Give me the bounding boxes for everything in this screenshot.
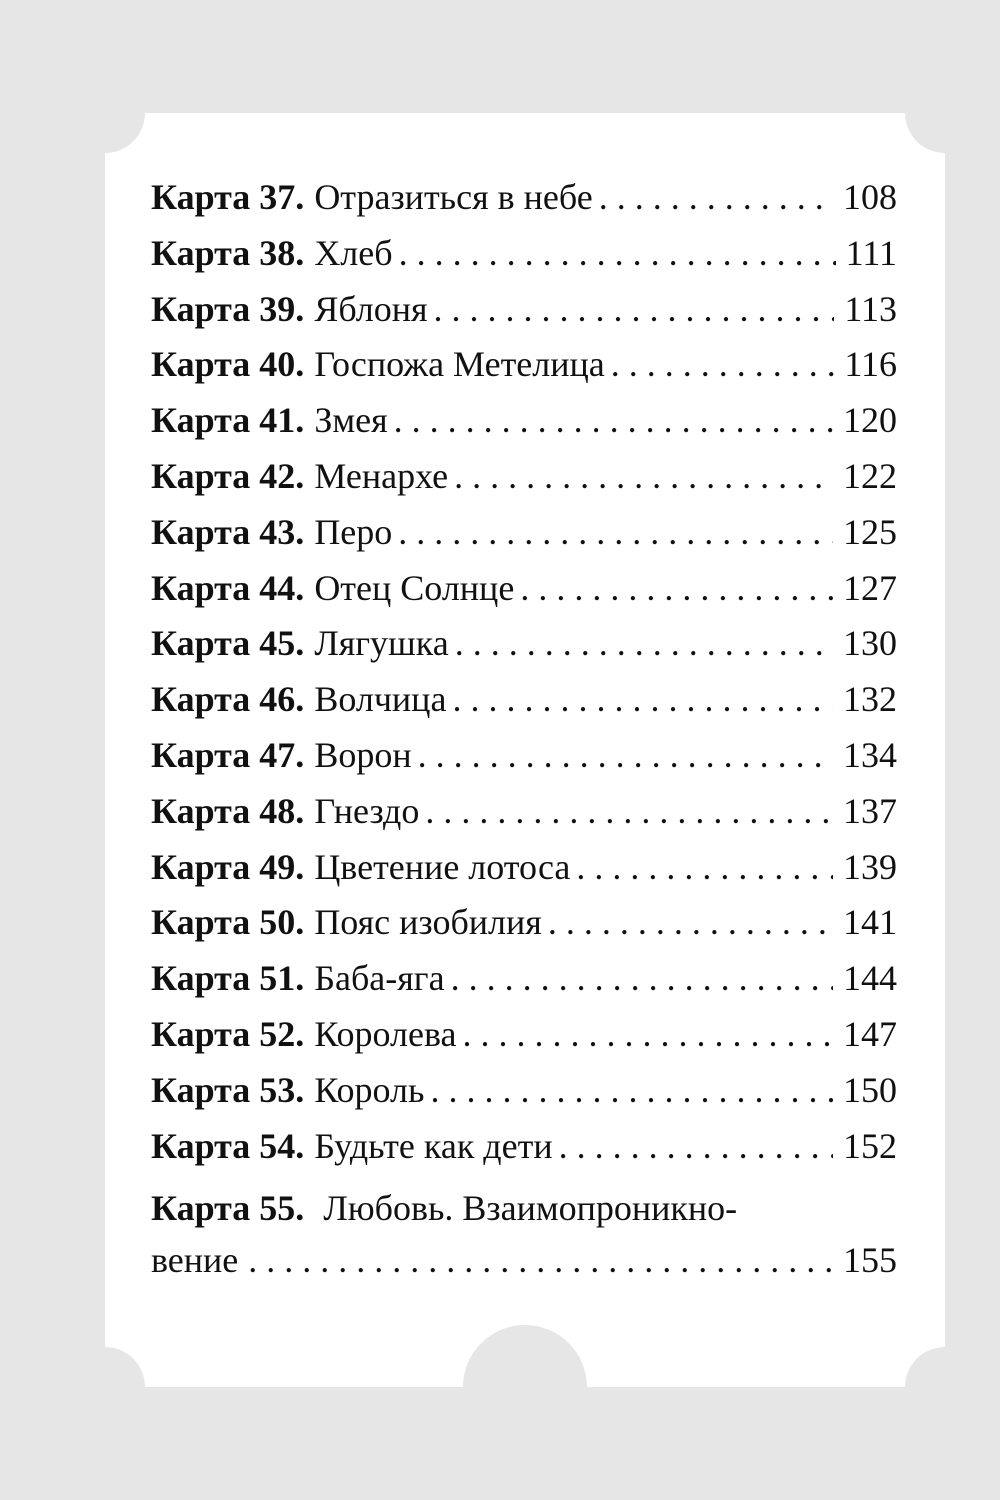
toc-entry[interactable] — [151, 1007, 897, 1063]
dot-leader — [434, 282, 835, 338]
toc-entry-title: Цветение лотоса — [314, 846, 571, 887]
toc-entry-label: Карта 37. — [151, 177, 305, 217]
toc-entry-line1 — [151, 1182, 897, 1234]
toc-entry[interactable] — [151, 840, 897, 896]
toc-entry-page: 147 — [843, 1013, 897, 1054]
toc-entry-title: Пояс изобилия — [314, 902, 542, 943]
toc-entry-title: Любовь. Взаимопроникно- — [323, 1188, 738, 1229]
dot-leader — [430, 1063, 833, 1119]
toc-entry-page: 111 — [845, 232, 897, 273]
toc-entry-title: Яблоня — [314, 288, 428, 329]
toc-entry-page: 113 — [844, 288, 897, 329]
toc-entry-label: Карта 52. — [151, 1013, 305, 1054]
dot-leader — [599, 170, 833, 226]
toc-entry-page: 116 — [844, 344, 897, 385]
toc-entry-title: Волчица — [314, 679, 447, 720]
toc-entry-label: Карта 40. — [151, 344, 305, 385]
toc-entry-title: Хлеб — [314, 232, 393, 273]
dot-leader — [463, 1007, 833, 1063]
dot-leader — [548, 895, 833, 951]
table-of-contents — [151, 170, 897, 1286]
toc-entry-title: Отразиться в небе — [314, 177, 593, 217]
toc-entry-title: Лягушка — [314, 623, 449, 664]
toc-entry-page: 150 — [843, 1069, 897, 1110]
toc-entry-title: Будьте как дети — [314, 1125, 553, 1166]
toc-entry[interactable] — [151, 616, 897, 672]
toc-entry-page: 139 — [843, 846, 897, 887]
toc-entry-title: Перо — [314, 511, 393, 552]
toc-entry-label: Карта 42. — [151, 455, 305, 496]
toc-entry-label: Карта 38. — [151, 232, 305, 273]
toc-entry-title: Госпожа Метелица — [314, 344, 605, 385]
toc-entry-page: 122 — [843, 455, 897, 496]
toc-entry-page: 144 — [843, 958, 897, 999]
toc-entry-page: 155 — [843, 1240, 897, 1281]
toc-entry-page: 108 — [843, 177, 897, 217]
dot-leader — [576, 840, 833, 896]
toc-entry[interactable] — [151, 672, 897, 728]
toc-entry-title: Отец Солнце — [314, 567, 515, 608]
toc-entry-line2 — [151, 1234, 897, 1286]
toc-entry-label: Карта 51. — [151, 958, 305, 999]
toc-entry-label: Карта 47. — [151, 734, 305, 775]
toc-entry-title-continued: вение — [151, 1240, 239, 1281]
toc-entry-title: Королева — [314, 1013, 457, 1054]
toc-entry[interactable] — [151, 1063, 897, 1119]
toc-entry-title: Ворон — [314, 734, 412, 775]
toc-entry-page: 127 — [843, 567, 897, 608]
toc-entry-wrapped[interactable] — [151, 1182, 897, 1286]
toc-entry-page: 125 — [843, 511, 897, 552]
toc-entry[interactable] — [151, 393, 897, 449]
toc-entry[interactable] — [151, 561, 897, 617]
toc-entry-title: Гнездо — [314, 790, 420, 831]
dot-leader — [248, 1234, 833, 1286]
toc-entry-title: Король — [314, 1069, 425, 1110]
dot-leader — [455, 616, 833, 672]
toc-entry-label: Карта 41. — [151, 400, 305, 441]
toc-entry[interactable] — [151, 449, 897, 505]
toc-entry-page: 134 — [843, 734, 897, 775]
dot-leader — [611, 337, 835, 393]
toc-entry-page: 120 — [843, 400, 897, 441]
dot-leader — [452, 672, 833, 728]
toc-entry-label: Карта 54. — [151, 1125, 305, 1166]
dot-leader — [418, 728, 833, 784]
toc-entry-label: Карта 45. — [151, 623, 305, 664]
toc-entry-title: Баба-яга — [314, 958, 445, 999]
toc-entry[interactable] — [151, 170, 897, 226]
dot-leader — [559, 1119, 833, 1175]
toc-entry[interactable] — [151, 895, 897, 951]
toc-entry-label: Карта 49. — [151, 846, 305, 887]
toc-entry[interactable] — [151, 728, 897, 784]
toc-entry-label: Карта 48. — [151, 790, 305, 831]
toc-entry-label: Карта 53. — [151, 1069, 305, 1110]
toc-entry[interactable] — [151, 1119, 897, 1175]
dot-leader — [425, 784, 833, 840]
toc-entry[interactable] — [151, 282, 897, 338]
toc-entries — [151, 170, 897, 1174]
dot-leader — [399, 226, 836, 282]
toc-entry-page: 130 — [843, 623, 897, 664]
toc-entry-page: 141 — [843, 902, 897, 943]
dot-leader — [520, 561, 833, 617]
toc-entry[interactable] — [151, 784, 897, 840]
toc-entry-page: 152 — [843, 1125, 897, 1166]
toc-entry[interactable] — [151, 951, 897, 1007]
toc-entry-label: Карта 50. — [151, 902, 305, 943]
toc-entry-title: Менархе — [314, 455, 449, 496]
toc-entry-label: Карта 46. — [151, 679, 305, 720]
toc-entry-label: Карта 44. — [151, 567, 305, 608]
dot-leader — [451, 951, 833, 1007]
toc-entry-label: Карта 55. — [151, 1188, 305, 1229]
toc-entry-label: Карта 43. — [151, 511, 305, 552]
toc-entry[interactable] — [151, 505, 897, 561]
toc-entry-label: Карта 39. — [151, 288, 305, 329]
dot-leader — [454, 449, 833, 505]
toc-entry[interactable] — [151, 226, 897, 282]
toc-entry-page: 132 — [843, 679, 897, 720]
toc-entry[interactable] — [151, 337, 897, 393]
dot-leader — [398, 505, 833, 561]
toc-entry-page: 137 — [843, 790, 897, 831]
toc-entry-title: Змея — [314, 400, 388, 441]
dot-leader — [394, 393, 833, 449]
